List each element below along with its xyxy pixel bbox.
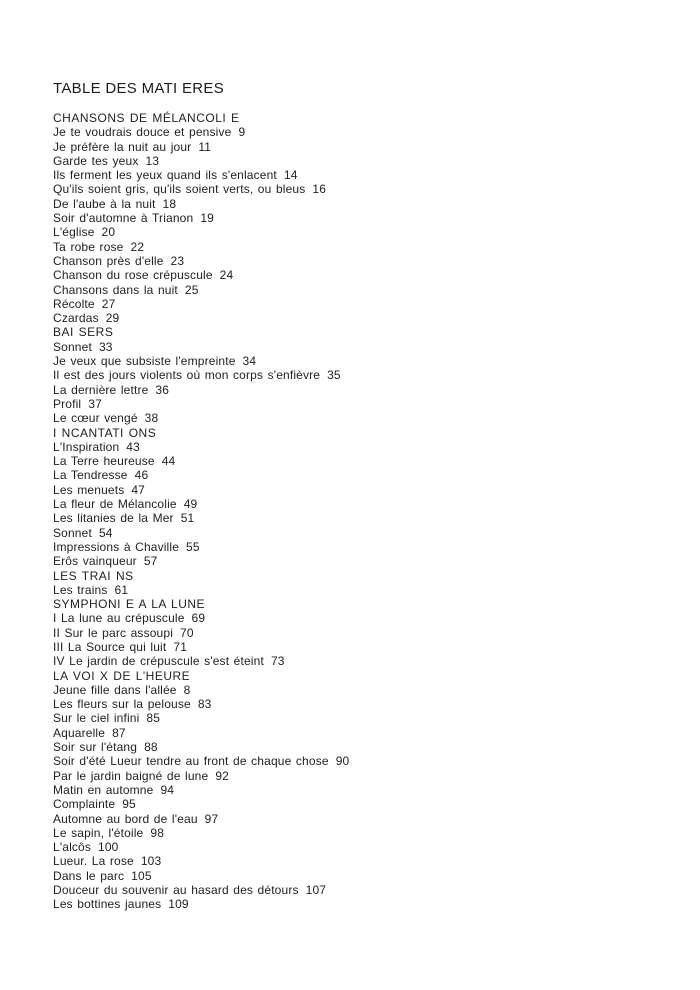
section-heading: [53, 111, 673, 125]
section-title: LES TRAI NS: [53, 568, 134, 583]
page-number: 57: [143, 554, 158, 569]
page-number: 34: [242, 354, 257, 369]
toc-entry: [53, 554, 673, 568]
toc-entry: [53, 869, 673, 883]
entry-title: Chanson du rose crépuscule: [53, 268, 213, 283]
entry-title: Ta robe rose: [53, 239, 124, 254]
entry-title: Qu'ils soient gris, qu'ils soient verts, ou bleus: [53, 182, 306, 197]
page-number: 90: [335, 754, 350, 769]
section-heading: [53, 325, 673, 339]
page-number: 16: [312, 182, 327, 197]
entry-title: Erôs vainqueur: [53, 554, 137, 569]
page-number: 25: [184, 282, 199, 297]
toc-entry: [53, 854, 673, 868]
toc-entry: [53, 440, 673, 454]
toc-entry: [53, 769, 673, 783]
page-number: 88: [144, 740, 158, 755]
page-number: 94: [160, 782, 175, 797]
toc-entry: [53, 125, 673, 139]
toc-entry: [53, 254, 673, 268]
toc-entry: [53, 711, 673, 725]
toc-entry: [53, 368, 673, 382]
entry-title: La dernière lettre: [53, 382, 149, 397]
page-number: 46: [134, 468, 149, 483]
page-number: 73: [270, 654, 285, 669]
section-heading: [53, 569, 673, 583]
toc-entry: [53, 783, 673, 797]
entry-title: Par le jardin baigné de lune: [53, 768, 209, 783]
entry-title: III La Source qui luit: [53, 639, 167, 654]
toc-entry: [53, 840, 673, 854]
page-number: 35: [327, 368, 341, 383]
page-number: 29: [105, 311, 120, 326]
entry-title: Je te voudrais douce et pensive: [53, 125, 232, 140]
entry-title: Les trains: [53, 582, 108, 597]
entry-title: Les litanies de la Mer: [53, 511, 174, 526]
page-number: 85: [146, 711, 161, 726]
toc-entry: [53, 697, 673, 711]
entry-title: Les menuets: [53, 482, 125, 497]
document-page: [53, 80, 673, 912]
toc-entry: [53, 197, 673, 211]
toc-entry: [53, 211, 673, 225]
page-number: 100: [98, 840, 119, 855]
page-number: 38: [144, 411, 159, 426]
section-heading: [53, 597, 673, 611]
page-number: 8: [183, 682, 191, 697]
toc-entry: [53, 526, 673, 540]
toc-entry: [53, 640, 673, 654]
entry-title: De l'aube à la nuit: [53, 196, 156, 211]
page-number: 37: [88, 396, 102, 411]
page-number: 11: [198, 139, 212, 154]
toc-entry: [53, 354, 673, 368]
section-title: SYMPHONI E A LA LUNE: [53, 597, 206, 612]
toc-entry: [53, 611, 673, 625]
toc-entry: [53, 483, 673, 497]
toc-entry: [53, 225, 673, 239]
toc-entry: [53, 826, 673, 840]
page-number: 92: [215, 768, 229, 783]
entry-title: Automne au bord de l'eau: [53, 811, 198, 826]
page-number: 51: [180, 511, 195, 526]
toc-entry: [53, 583, 673, 597]
toc-entry: [53, 182, 673, 196]
entry-title: Les bottines jaunes: [53, 897, 162, 912]
toc-entry: [53, 540, 673, 554]
page-title: TABLE DES MATI ERES: [53, 80, 225, 97]
page-number: 23: [170, 253, 185, 268]
entry-title: Chanson près d'elle: [53, 253, 164, 268]
page-number: 18: [162, 196, 177, 211]
page-number: 105: [131, 868, 152, 883]
entry-title: Complainte: [53, 797, 116, 812]
entry-title: L'alcôs: [53, 840, 92, 855]
toc-entry: [53, 497, 673, 511]
toc-entry: [53, 683, 673, 697]
entry-title: La Tendresse: [53, 468, 128, 483]
entry-title: Sonnet: [53, 339, 92, 354]
page-number: 24: [219, 268, 234, 283]
page-number: 55: [186, 539, 200, 554]
toc-entry: [53, 168, 673, 182]
entry-title: Chansons dans la nuit: [53, 282, 178, 297]
entry-title: Czardas: [53, 311, 99, 326]
section-title: I NCANTATI ONS: [53, 425, 157, 440]
toc-entry: [53, 311, 673, 325]
entry-title: Les fleurs sur la pelouse: [53, 697, 191, 712]
toc-entry: [53, 511, 673, 525]
entry-title: Soir sur l'étang: [53, 740, 138, 755]
entry-title: Garde tes yeux: [53, 153, 139, 168]
page-number: 43: [126, 439, 140, 454]
entry-title: Matin en automne: [53, 782, 154, 797]
entry-title: Récolte: [53, 296, 95, 311]
entry-title: Soir d'été Lueur tendre au front de chaque chose: [53, 754, 329, 769]
section-heading: [53, 669, 673, 683]
entry-title: I La lune au crépuscule: [53, 611, 185, 626]
toc-entry: [53, 797, 673, 811]
entry-title: Je veux que subsiste l'empreinte: [53, 354, 236, 369]
entry-title: Le cœur vengé: [53, 411, 138, 426]
entry-title: Je préfère la nuit au jour: [53, 139, 192, 154]
page-number: 27: [101, 296, 116, 311]
page-number: 36: [155, 382, 170, 397]
entry-title: Impressions à Chaville: [53, 539, 180, 554]
toc-entry: [53, 883, 673, 897]
page-number: 97: [204, 811, 219, 826]
entry-title: Il est des jours violents où mon corps s'enfièvre: [53, 368, 321, 383]
toc-entry: [53, 383, 673, 397]
entry-title: La Terre heureuse: [53, 454, 155, 469]
toc-entry: [53, 812, 673, 826]
toc-entry: [53, 240, 673, 254]
entry-title: II Sur le parc assoupi: [53, 625, 174, 640]
page-number: 69: [191, 611, 206, 626]
toc-entry: [53, 654, 673, 668]
entry-title: Ils ferment les yeux quand ils s'enlacent: [53, 168, 277, 183]
toc-entry: [53, 454, 673, 468]
page-number: 19: [200, 211, 214, 226]
table-of-contents: [53, 111, 673, 912]
page-number: 70: [180, 625, 194, 640]
entry-title: Le sapin, l'étoile: [53, 825, 144, 840]
entry-title: Lueur. La rose: [53, 854, 134, 869]
page-number: 20: [101, 225, 116, 240]
toc-entry: [53, 468, 673, 482]
page-number: 13: [145, 153, 160, 168]
toc-entry: [53, 268, 673, 282]
toc-entry: [53, 140, 673, 154]
page-number: 54: [98, 525, 113, 540]
page-number: 44: [161, 454, 176, 469]
section-heading: [53, 426, 673, 440]
toc-entry: [53, 897, 673, 911]
entry-title: Soir d'automne à Trianon: [53, 211, 194, 226]
page-number: 107: [305, 883, 327, 898]
page-number: 103: [140, 854, 162, 869]
page-number: 83: [197, 697, 212, 712]
entry-title: Profil: [53, 396, 82, 411]
toc-entry: [53, 626, 673, 640]
page-number: 14: [283, 168, 298, 183]
entry-title: La fleur de Mélancolie: [53, 497, 177, 512]
toc-entry: [53, 397, 673, 411]
page-number: 109: [168, 897, 189, 912]
toc-entry: [53, 726, 673, 740]
page-number: 9: [238, 125, 246, 140]
toc-entry: [53, 340, 673, 354]
page-number: 33: [98, 339, 113, 354]
entry-title: Douceur du souvenir au hasard des détours: [53, 883, 299, 898]
entry-title: L'église: [53, 225, 95, 240]
section-title: CHANSONS DE MÉLANCOLI E: [53, 111, 240, 125]
entry-title: L'Inspiration: [53, 439, 120, 454]
page-number: 22: [130, 239, 145, 254]
toc-entry: [53, 283, 673, 297]
page-number: 98: [150, 825, 165, 840]
page-number: 71: [173, 639, 188, 654]
page-number: 87: [112, 725, 126, 740]
toc-entry: [53, 411, 673, 425]
page-number: 95: [122, 797, 136, 812]
entry-title: IV Le jardin de crépuscule s'est éteint: [53, 654, 264, 669]
toc-entry: [53, 154, 673, 168]
page-number: 61: [114, 582, 129, 597]
section-title: LA VOI X DE L'HEURE: [53, 668, 191, 683]
page-number: 47: [131, 482, 146, 497]
page-number: 49: [183, 497, 198, 512]
entry-title: Aquarelle: [53, 725, 106, 740]
entry-title: Sur le ciel infini: [53, 711, 140, 726]
toc-entry: [53, 740, 673, 754]
entry-title: Dans le parc: [53, 868, 125, 883]
section-title: BAI SERS: [53, 325, 114, 340]
entry-title: Jeune fille dans l'allée: [53, 682, 177, 697]
entry-title: Sonnet: [53, 525, 92, 540]
toc-entry: [53, 754, 673, 768]
toc-entry: [53, 297, 673, 311]
